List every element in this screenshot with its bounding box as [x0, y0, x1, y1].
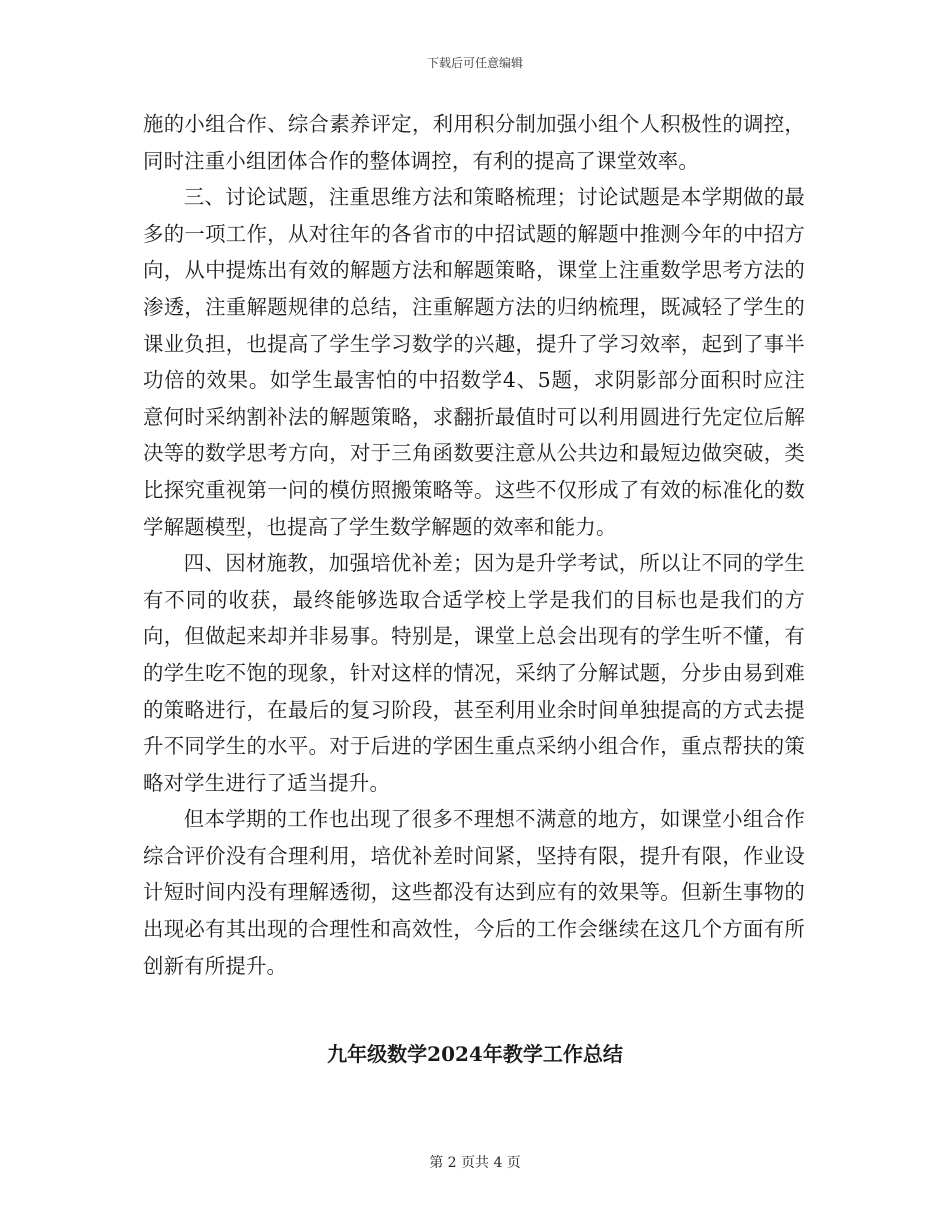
paragraph-reflection: 但本学期的工作也出现了很多不理想不满意的地方，如课堂小组合作综合评价没有合理利用，培优补差时间紧，坚持有限，提升有限，作业设计短时间内没有理解透彻，这些都没有达到应有的效果等。但新生事物的出现必有其出现的合理性和高效性，今后的工作会继续在这几个方面有所创新有所提升。	[143, 807, 805, 978]
document-title: 九年级数学2024年教学工作总结	[327, 1042, 623, 1066]
page-number: 第 2 页共 4 页	[429, 1155, 521, 1171]
paragraph-section-three: 三、讨论试题，注重思维方法和策略梳理；讨论试题是本学期做的最多的一项工作，从对往年的各省市的中招试题的解题中推测今年的中招方向，从中提炼出有效的解题方法和解题策略，课堂上注重数学思考方法的渗透，注重解题规律的总结，注重解题方法的归纳梳理，既减轻了学生的课业负担，也提高了学生学习数学的兴趣，提升了学习效率，起到了事半功倍的效果。如学生最害怕的中招数学4、5题，求阴影部分面积时应注意何时采纳割补法的解题策略，求翻折最值时可以利用圆进行先定位后解决等的数学思考方向，对于三角函数要注意从公共边和最短边做突破，类比探究重视第一问的模仿照搬策略等。这些不仅形成了有效的标准化的数学解题模型，也提高了学生数学解题的效率和能力。	[143, 185, 805, 539]
header-note: 下载后可任意编辑	[426, 56, 523, 70]
paragraph-continuation: 施的小组合作、综合素养评定，利用积分制加强小组个人积极性的调控，同时注重小组团体合作的整体调控，有利的提高了课堂效率。	[143, 112, 805, 173]
document-body	[143, 106, 805, 984]
paragraph-section-four: 四、因材施教，加强培优补差；因为是升学考试，所以让不同的学生有不同的收获，最终能够选取合适学校上学是我们的目标也是我们的方向，但做起来却并非易事。特别是，课堂上总会出现有的学生听不懂，有的学生吃不饱的现象，针对这样的情况，采纳了分解试题，分步由易到难的策略进行，在最后的复习阶段，甚至利用业余时间单独提高的方式去提升不同学生的水平。对于后进的学困生重点采纳小组合作，重点帮扶的策略对学生进行了适当提升。	[143, 551, 805, 795]
